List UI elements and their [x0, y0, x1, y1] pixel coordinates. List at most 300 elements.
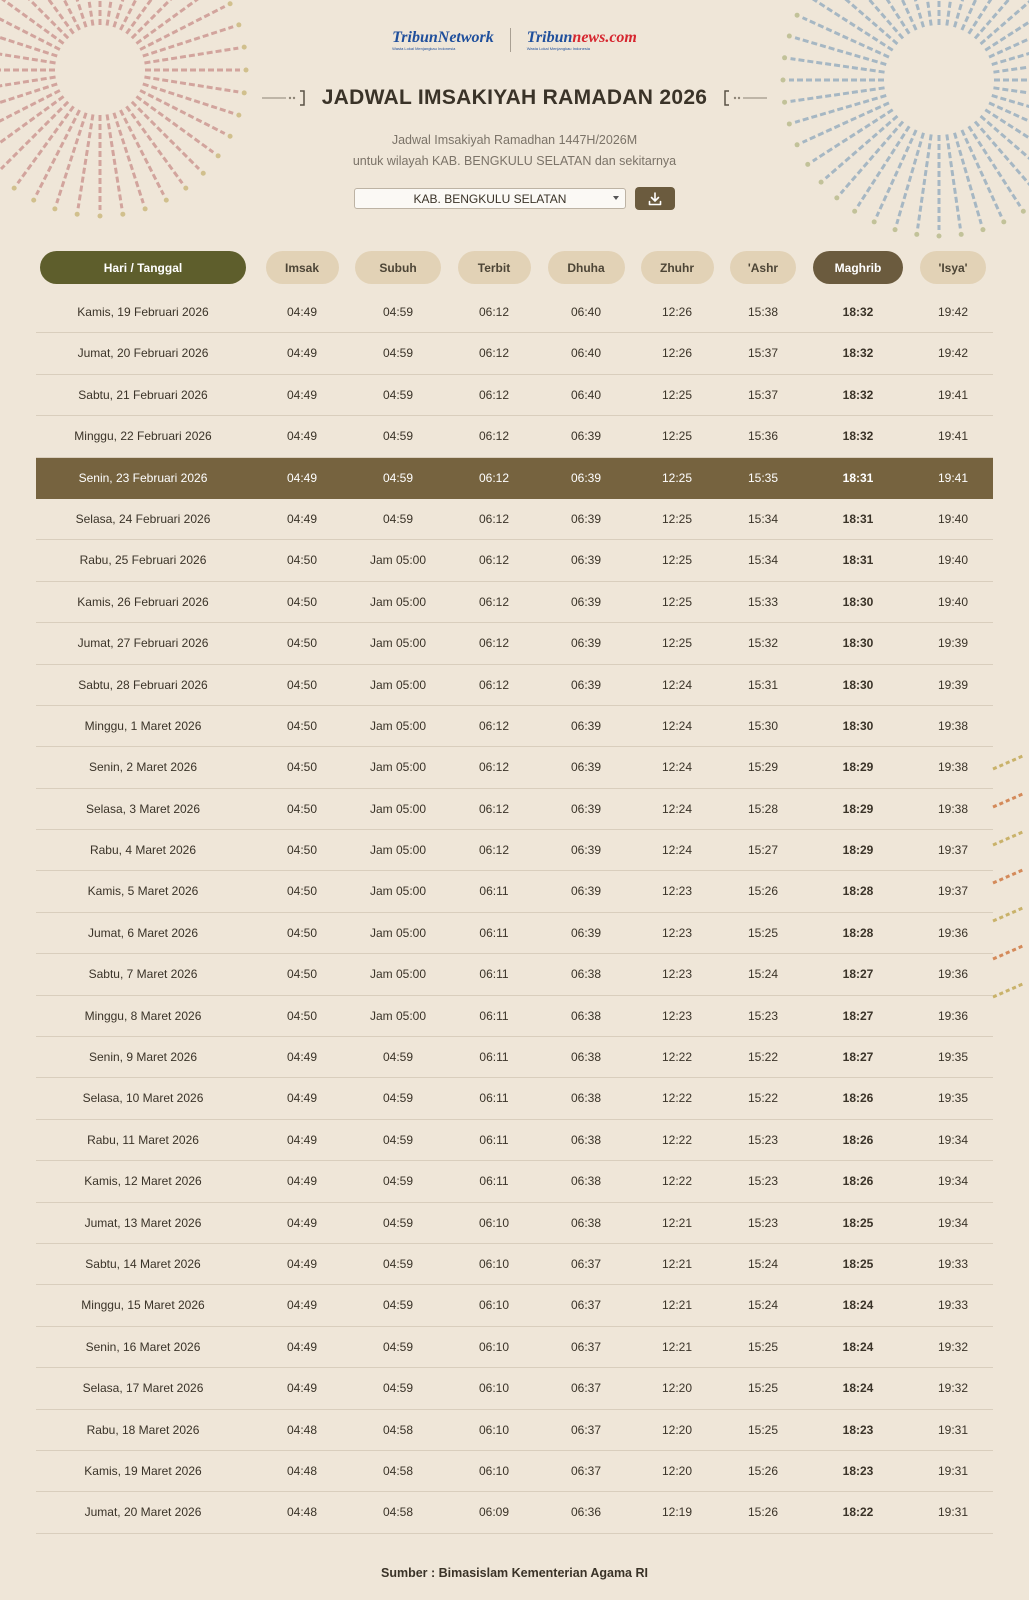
cell-dhuha: 06:39	[570, 636, 602, 651]
cell-ashr: 15:32	[747, 636, 779, 651]
cell-terbit: 06:11	[479, 1174, 509, 1189]
cell-zhuhr: 12:21	[661, 1215, 693, 1230]
cell-dhuha: 06:40	[570, 346, 602, 361]
table-row	[36, 1285, 993, 1326]
cell-zhuhr: 12:25	[661, 511, 693, 526]
cell-subuh: 04:59	[382, 1050, 414, 1065]
cell-imsak: 04:49	[286, 1050, 318, 1065]
cell-ashr: 15:28	[747, 801, 779, 816]
cell-maghrib: 18:27	[842, 1050, 874, 1065]
cell-imsak: 04:49	[286, 429, 318, 444]
table-row	[36, 499, 993, 540]
cell-subuh: Jam 05:00	[369, 636, 427, 651]
cell-imsak: 04:48	[286, 1505, 318, 1520]
cell-terbit: 06:12	[478, 843, 510, 858]
cell-imsak: 04:49	[286, 387, 318, 402]
cell-maghrib: 18:30	[842, 594, 874, 609]
column-header-maghrib: Maghrib	[813, 251, 903, 284]
cell-date: Rabu, 11 Maret 2026	[87, 1132, 199, 1147]
cell-isya: 19:34	[937, 1174, 969, 1189]
cell-zhuhr: 12:21	[661, 1256, 693, 1271]
cell-isya: 19:40	[937, 594, 969, 609]
cell-terbit: 06:11	[479, 1132, 509, 1147]
cell-imsak: 04:50	[286, 594, 318, 609]
cell-maghrib: 18:31	[842, 511, 874, 526]
cell-date: Sabtu, 28 Februari 2026	[78, 677, 208, 692]
table-header	[0, 251, 1029, 284]
cell-isya: 19:40	[937, 553, 969, 568]
cell-ashr: 15:29	[747, 760, 779, 775]
cell-dhuha: 06:39	[570, 843, 602, 858]
cell-imsak: 04:49	[286, 1381, 318, 1396]
cell-subuh: Jam 05:00	[369, 801, 427, 816]
cell-imsak: 04:50	[286, 553, 318, 568]
cell-zhuhr: 12:24	[661, 843, 693, 858]
cell-isya: 19:36	[937, 925, 969, 940]
cell-ashr: 15:22	[747, 1050, 779, 1065]
cell-date: Minggu, 8 Maret 2026	[84, 1008, 202, 1023]
cell-date: Kamis, 19 Maret 2026	[84, 1463, 202, 1478]
cell-maghrib: 18:29	[842, 760, 874, 775]
cell-imsak: 04:49	[286, 1091, 318, 1106]
cell-isya: 19:41	[937, 387, 969, 402]
cell-imsak: 04:49	[286, 305, 318, 319]
cell-imsak: 04:50	[286, 884, 318, 899]
cell-ashr: 15:31	[747, 677, 779, 692]
cell-isya: 19:41	[937, 470, 969, 485]
cell-dhuha: 06:38	[570, 1132, 602, 1147]
table-row	[36, 1368, 993, 1409]
cell-isya: 19:35	[937, 1050, 969, 1065]
cell-date: Rabu, 18 Maret 2026	[86, 1422, 200, 1437]
cell-maghrib: 18:24	[842, 1381, 874, 1396]
cell-terbit: 06:12	[478, 553, 510, 568]
schedule-table	[36, 292, 993, 1534]
cell-date: Minggu, 15 Maret 2026	[81, 1298, 205, 1313]
cell-isya: 19:41	[937, 429, 969, 444]
table-row	[36, 913, 993, 954]
cell-zhuhr: 12:25	[661, 636, 693, 651]
column-header-ashr: 'Ashr	[730, 251, 796, 284]
cell-subuh: Jam 05:00	[369, 553, 427, 568]
cell-imsak: 04:50	[286, 677, 318, 692]
cell-date: Selasa, 10 Maret 2026	[82, 1091, 204, 1106]
cell-dhuha: 06:39	[570, 470, 602, 485]
cell-imsak: 04:49	[286, 1215, 318, 1230]
cell-ashr: 15:34	[747, 511, 779, 526]
cell-zhuhr: 12:26	[661, 346, 693, 361]
table-row	[36, 1492, 993, 1533]
cell-dhuha: 06:38	[570, 1091, 602, 1106]
table-row	[36, 375, 993, 416]
cell-dhuha: 06:39	[570, 677, 602, 692]
cell-dhuha: 06:37	[570, 1298, 602, 1313]
cell-terbit: 06:12	[478, 305, 510, 319]
cell-isya: 19:39	[937, 636, 969, 651]
cell-terbit: 06:12	[478, 511, 510, 526]
column-header-subuh: Subuh	[355, 251, 441, 284]
cell-zhuhr: 12:20	[661, 1463, 693, 1478]
cell-zhuhr: 12:23	[661, 884, 693, 899]
cell-maghrib: 18:32	[842, 429, 874, 444]
cell-ashr: 15:34	[747, 553, 779, 568]
chevron-down-icon	[613, 196, 619, 200]
cell-date: Minggu, 22 Februari 2026	[74, 429, 212, 444]
cell-subuh: 04:59	[382, 470, 414, 485]
cell-imsak: 04:49	[286, 1174, 318, 1189]
cell-ashr: 15:26	[747, 1463, 779, 1478]
region-select[interactable]	[354, 188, 626, 209]
cell-ashr: 15:26	[747, 1505, 779, 1520]
cell-isya: 19:34	[937, 1215, 969, 1230]
table-row	[36, 416, 993, 457]
cell-isya: 19:33	[937, 1256, 969, 1271]
cell-zhuhr: 12:20	[661, 1381, 693, 1396]
cell-ashr: 15:24	[747, 967, 779, 982]
cell-zhuhr: 12:26	[661, 305, 693, 319]
cell-ashr: 15:23	[747, 1174, 779, 1189]
cell-imsak: 04:48	[286, 1422, 318, 1437]
cell-date: Kamis, 5 Maret 2026	[87, 884, 199, 899]
cell-subuh: 04:59	[382, 1339, 414, 1354]
cell-terbit: 06:12	[478, 594, 510, 609]
cell-isya: 19:42	[937, 305, 969, 319]
cell-ashr: 15:38	[747, 305, 779, 319]
subtitle-line-1: Jadwal Imsakiyah Ramadhan 1447H/2026M	[391, 133, 638, 147]
cell-zhuhr: 12:19	[661, 1505, 693, 1520]
table-row	[36, 1120, 993, 1161]
cell-imsak: 04:50	[286, 801, 318, 816]
cell-date: Jumat, 13 Maret 2026	[84, 1215, 202, 1230]
cell-ashr: 15:27	[747, 843, 779, 858]
cell-date: Kamis, 19 Februari 2026	[77, 305, 209, 319]
cell-maghrib: 18:26	[842, 1174, 874, 1189]
logo-divider	[510, 28, 511, 52]
cell-terbit: 06:12	[478, 677, 510, 692]
cell-isya: 19:40	[937, 511, 969, 526]
cell-maghrib: 18:32	[842, 346, 874, 361]
table-row	[36, 1078, 993, 1119]
table-row	[36, 830, 993, 871]
cell-date: Rabu, 25 Februari 2026	[79, 553, 207, 568]
cell-imsak: 04:50	[286, 718, 318, 733]
cell-zhuhr: 12:24	[661, 718, 693, 733]
cell-zhuhr: 12:21	[661, 1298, 693, 1313]
cell-subuh: 04:59	[382, 1215, 414, 1230]
cell-terbit: 06:12	[478, 636, 510, 651]
cell-imsak: 04:49	[286, 1339, 318, 1354]
cell-isya: 19:38	[937, 760, 969, 775]
cell-zhuhr: 12:25	[661, 387, 693, 402]
table-row	[36, 747, 993, 788]
cell-maghrib: 18:29	[842, 843, 874, 858]
cell-ashr: 15:25	[747, 925, 779, 940]
cell-terbit: 06:10	[478, 1463, 510, 1478]
cell-terbit: 06:10	[478, 1381, 510, 1396]
cell-zhuhr: 12:23	[661, 967, 693, 982]
cell-dhuha: 06:36	[570, 1505, 602, 1520]
cell-isya: 19:31	[937, 1463, 969, 1478]
table-row	[36, 582, 993, 623]
cell-imsak: 04:49	[286, 1298, 318, 1313]
cell-imsak: 04:49	[286, 470, 318, 485]
cell-dhuha: 06:37	[570, 1339, 602, 1354]
tribunnews-logo[interactable]: Tribunnews.com Wasta Lokal Menjangkau Indonesia	[526, 28, 637, 51]
cell-terbit: 06:11	[479, 884, 509, 899]
cell-ashr: 15:33	[747, 594, 779, 609]
cell-maghrib: 18:30	[842, 636, 874, 651]
cell-date: Rabu, 4 Maret 2026	[89, 843, 197, 858]
cell-isya: 19:34	[937, 1132, 969, 1147]
cell-dhuha: 06:38	[570, 1008, 602, 1023]
cell-isya: 19:32	[937, 1339, 969, 1354]
cell-maghrib: 18:27	[842, 1008, 874, 1023]
cell-zhuhr: 12:25	[661, 470, 693, 485]
cell-dhuha: 06:38	[570, 1174, 602, 1189]
cell-date: Kamis, 26 Februari 2026	[77, 594, 209, 609]
cell-date: Kamis, 12 Maret 2026	[84, 1174, 202, 1189]
cell-maghrib: 18:30	[842, 677, 874, 692]
cell-subuh: 04:59	[382, 429, 414, 444]
table-row	[36, 871, 993, 912]
cell-dhuha: 06:37	[570, 1463, 602, 1478]
cell-subuh: 04:59	[382, 511, 414, 526]
cell-zhuhr: 12:21	[661, 1339, 693, 1354]
cell-ashr: 15:22	[747, 1091, 779, 1106]
cell-subuh: 04:59	[382, 1256, 414, 1271]
region-select-value: KAB. BENGKULU SELATAN	[413, 191, 567, 206]
cell-dhuha: 06:38	[570, 967, 602, 982]
cell-terbit: 06:10	[478, 1215, 510, 1230]
cell-isya: 19:31	[937, 1505, 969, 1520]
cell-subuh: Jam 05:00	[369, 677, 427, 692]
cell-maghrib: 18:25	[842, 1256, 874, 1271]
cell-isya: 19:33	[937, 1298, 969, 1313]
cell-maghrib: 18:23	[842, 1463, 874, 1478]
cell-ashr: 15:26	[747, 884, 779, 899]
cell-maghrib: 18:29	[842, 801, 874, 816]
table-row	[36, 706, 993, 747]
cell-terbit: 06:12	[478, 760, 510, 775]
cell-maghrib: 18:32	[842, 387, 874, 402]
cell-dhuha: 06:38	[570, 1215, 602, 1230]
download-icon	[648, 192, 662, 206]
cell-terbit: 06:12	[478, 470, 510, 485]
cell-terbit: 06:10	[478, 1298, 510, 1313]
cell-terbit: 06:12	[478, 429, 510, 444]
cell-date: Jumat, 6 Maret 2026	[87, 925, 199, 940]
cell-terbit: 06:12	[478, 346, 510, 361]
cell-subuh: Jam 05:00	[369, 760, 427, 775]
cell-terbit: 06:11	[479, 1050, 509, 1065]
cell-terbit: 06:12	[478, 718, 510, 733]
cell-dhuha: 06:40	[570, 305, 602, 319]
cell-dhuha: 06:40	[570, 387, 602, 402]
cell-ashr: 15:37	[747, 346, 779, 361]
cell-subuh: Jam 05:00	[369, 843, 427, 858]
cell-ashr: 15:24	[747, 1256, 779, 1271]
cell-maghrib: 18:26	[842, 1091, 874, 1106]
cell-dhuha: 06:37	[570, 1381, 602, 1396]
cell-terbit: 06:10	[478, 1422, 510, 1437]
cell-ashr: 15:30	[747, 718, 779, 733]
cell-dhuha: 06:39	[570, 511, 602, 526]
cell-maghrib: 18:23	[842, 1422, 874, 1437]
column-header-terbit: Terbit	[458, 251, 531, 284]
cell-imsak: 04:50	[286, 967, 318, 982]
cell-ashr: 15:35	[747, 470, 779, 485]
table-row	[36, 1244, 993, 1285]
cell-subuh: 04:59	[382, 1132, 414, 1147]
cell-zhuhr: 12:25	[661, 594, 693, 609]
cell-terbit: 06:09	[478, 1505, 510, 1520]
cell-dhuha: 06:39	[570, 553, 602, 568]
page-title: JADWAL IMSAKIYAH RAMADAN 2026	[321, 86, 708, 109]
side-ornament	[989, 745, 1029, 1020]
cell-maghrib: 18:31	[842, 553, 874, 568]
cell-zhuhr: 12:23	[661, 1008, 693, 1023]
column-header-imsak: Imsak	[266, 251, 339, 284]
table-row	[36, 1451, 993, 1492]
cell-maghrib: 18:28	[842, 884, 874, 899]
cell-isya: 19:31	[937, 1422, 969, 1437]
cell-ashr: 15:23	[747, 1132, 779, 1147]
cell-dhuha: 06:39	[570, 884, 602, 899]
cell-subuh: 04:59	[382, 346, 414, 361]
cell-zhuhr: 12:24	[661, 801, 693, 816]
cell-zhuhr: 12:22	[661, 1132, 693, 1147]
cell-terbit: 06:11	[479, 967, 509, 982]
cell-imsak: 04:50	[286, 925, 318, 940]
cell-isya: 19:36	[937, 1008, 969, 1023]
cell-date: Senin, 23 Februari 2026	[78, 470, 208, 485]
cell-dhuha: 06:39	[570, 801, 602, 816]
cell-maghrib: 18:22	[842, 1505, 874, 1520]
cell-subuh: 04:59	[382, 1298, 414, 1313]
cell-ashr: 15:23	[747, 1215, 779, 1230]
controls	[354, 187, 675, 210]
cell-dhuha: 06:37	[570, 1422, 602, 1437]
cell-ashr: 15:25	[747, 1381, 779, 1396]
cell-terbit: 06:11	[479, 1008, 509, 1023]
cell-date: Senin, 9 Maret 2026	[88, 1050, 198, 1065]
cell-dhuha: 06:38	[570, 1050, 602, 1065]
cell-isya: 19:38	[937, 801, 969, 816]
cell-imsak: 04:48	[286, 1463, 318, 1478]
cell-ashr: 15:24	[747, 1298, 779, 1313]
cell-ashr: 15:37	[747, 387, 779, 402]
title-ornament-right	[719, 89, 769, 107]
table-row	[36, 789, 993, 830]
tribun-network-logo[interactable]: TribunNetwork Wasta Lokal Menjangkau Indonesia	[392, 28, 494, 51]
cell-dhuha: 06:39	[570, 925, 602, 940]
cell-isya: 19:42	[937, 346, 969, 361]
cell-subuh: 04:59	[382, 387, 414, 402]
cell-subuh: Jam 05:00	[369, 925, 427, 940]
cell-date: Jumat, 20 Maret 2026	[84, 1505, 202, 1520]
cell-imsak: 04:49	[286, 511, 318, 526]
cell-terbit: 06:12	[478, 801, 510, 816]
cell-date: Selasa, 17 Maret 2026	[82, 1381, 204, 1396]
cell-ashr: 15:25	[747, 1339, 779, 1354]
cell-subuh: Jam 05:00	[369, 594, 427, 609]
cell-isya: 19:39	[937, 677, 969, 692]
title-row	[0, 86, 1029, 110]
cell-isya: 19:37	[937, 884, 969, 899]
cell-subuh: Jam 05:00	[369, 884, 427, 899]
cell-subuh: Jam 05:00	[369, 967, 427, 982]
table-row	[36, 540, 993, 581]
table-row	[36, 333, 993, 374]
cell-imsak: 04:49	[286, 1132, 318, 1147]
cell-date: Selasa, 3 Maret 2026	[85, 801, 201, 816]
cell-zhuhr: 12:23	[661, 925, 693, 940]
table-row	[36, 954, 993, 995]
cell-zhuhr: 12:24	[661, 760, 693, 775]
cell-date: Senin, 16 Maret 2026	[85, 1339, 201, 1354]
cell-imsak: 04:50	[286, 1008, 318, 1023]
cell-zhuhr: 12:24	[661, 677, 693, 692]
cell-date: Minggu, 1 Maret 2026	[84, 718, 202, 733]
table-row	[36, 1327, 993, 1368]
cell-isya: 19:32	[937, 1381, 969, 1396]
cell-subuh: 04:58	[382, 1505, 414, 1520]
cell-terbit: 06:12	[478, 387, 510, 402]
cell-date: Selasa, 24 Februari 2026	[75, 511, 211, 526]
cell-maghrib: 18:24	[842, 1339, 874, 1354]
table-row	[36, 1410, 993, 1451]
cell-subuh: Jam 05:00	[369, 718, 427, 733]
download-button[interactable]	[635, 187, 675, 210]
cell-maghrib: 18:26	[842, 1132, 874, 1147]
cell-zhuhr: 12:25	[661, 429, 693, 444]
cell-maghrib: 18:32	[842, 305, 874, 319]
cell-dhuha: 06:39	[570, 760, 602, 775]
cell-maghrib: 18:30	[842, 718, 874, 733]
cell-imsak: 04:50	[286, 760, 318, 775]
cell-date: Jumat, 20 Februari 2026	[77, 346, 209, 361]
table-row	[36, 1161, 993, 1202]
column-header-zhuhr: Zhuhr	[641, 251, 714, 284]
cell-imsak: 04:49	[286, 1256, 318, 1271]
cell-date: Sabtu, 7 Maret 2026	[88, 967, 198, 982]
cell-zhuhr: 12:22	[661, 1174, 693, 1189]
cell-imsak: 04:50	[286, 843, 318, 858]
cell-isya: 19:36	[937, 967, 969, 982]
cell-maghrib: 18:25	[842, 1215, 874, 1230]
cell-date: Sabtu, 21 Februari 2026	[78, 387, 208, 402]
cell-terbit: 06:11	[479, 1091, 509, 1106]
column-header-date: Hari / Tanggal	[40, 251, 246, 284]
cell-date: Jumat, 27 Februari 2026	[77, 636, 209, 651]
cell-maghrib: 18:27	[842, 967, 874, 982]
table-row	[36, 623, 993, 664]
cell-maghrib: 18:31	[842, 470, 874, 485]
cell-isya: 19:38	[937, 718, 969, 733]
cell-date: Sabtu, 14 Maret 2026	[85, 1256, 201, 1271]
cell-subuh: 04:59	[382, 1174, 414, 1189]
cell-ashr: 15:25	[747, 1422, 779, 1437]
cell-subuh: 04:59	[382, 305, 414, 319]
brand-logos	[0, 28, 1029, 52]
cell-zhuhr: 12:25	[661, 553, 693, 568]
table-row	[36, 665, 993, 706]
cell-zhuhr: 12:22	[661, 1091, 693, 1106]
cell-ashr: 15:36	[747, 429, 779, 444]
cell-terbit: 06:11	[479, 925, 509, 940]
cell-subuh: Jam 05:00	[369, 1008, 427, 1023]
cell-dhuha: 06:37	[570, 1256, 602, 1271]
